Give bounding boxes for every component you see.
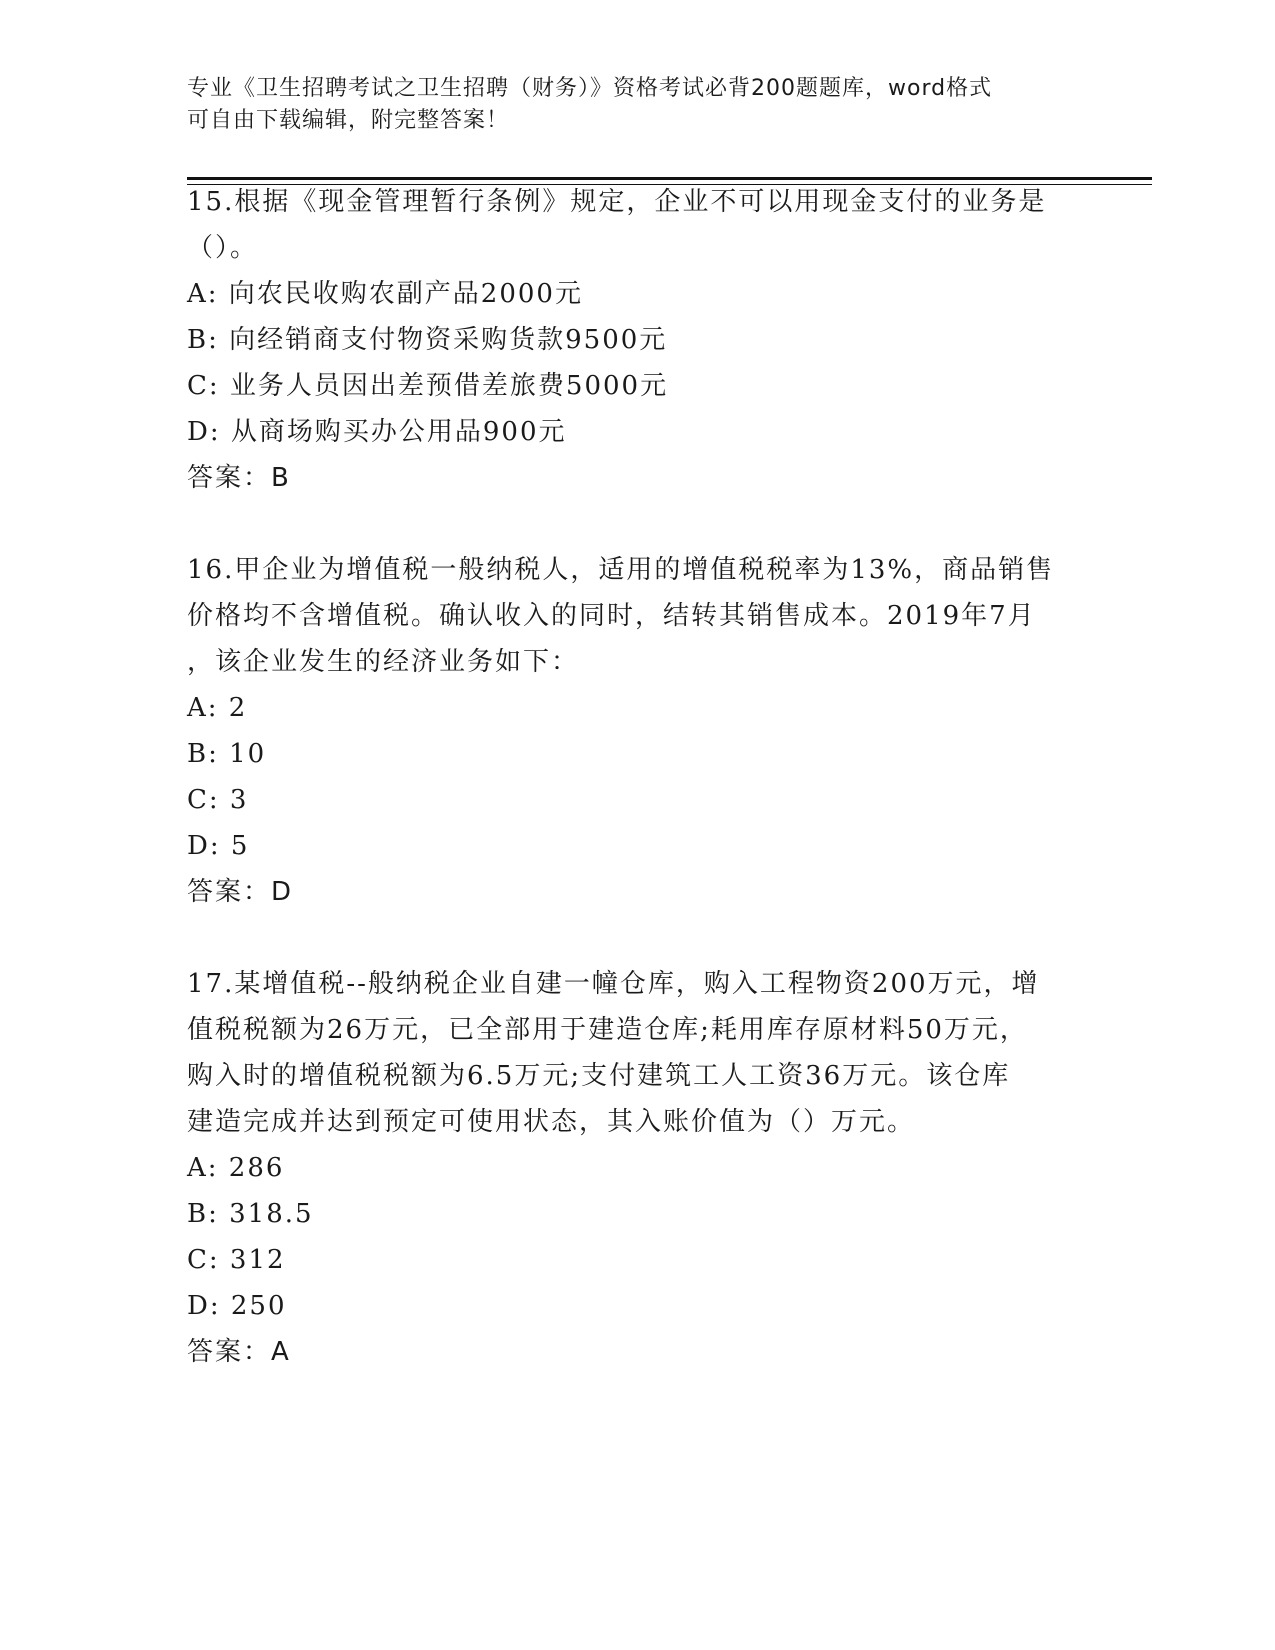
option-c: C: 业务人员因出差预借差旅费5000元 (187, 371, 669, 401)
header-line-2: 可自由下载编辑，附完整答案！ (187, 108, 510, 133)
question-text-line: （）。 (187, 233, 259, 263)
question-text-line: ，该企业发生的经济业务如下： (187, 647, 580, 677)
question-text-line: 15.根据《现金管理暂行条例》规定，企业不可以用现金支付的业务是 (187, 187, 1047, 217)
question-17 (187, 961, 1077, 1375)
option-b: B: 10 (187, 739, 267, 769)
option-b: B: 318.5 (187, 1199, 314, 1229)
question-text-line: 建造完成并达到预定可使用状态，其入账价值为（）万元。 (187, 1107, 916, 1137)
option-a: A: 向农民收购农副产品2000元 (187, 279, 583, 309)
question-16 (187, 547, 1077, 915)
option-c: C: 312 (187, 1245, 286, 1275)
option-d: D: 5 (187, 831, 250, 861)
option-c: C: 3 (187, 785, 249, 815)
answer-text: 答案：D (187, 877, 294, 907)
option-d: D: 250 (187, 1291, 287, 1321)
option-a: A: 2 (187, 693, 248, 723)
question-text-line: 16.甲企业为增值税一般纳税人，适用的增值税税率为13%，商品销售 (187, 555, 1055, 585)
document-header (187, 73, 1067, 137)
question-text-line: 值税税额为26万元，已全部用于建造仓库;耗用库存原材料50万元， (187, 1015, 1028, 1045)
question-text-line: 价格均不含增值税。确认收入的同时，结转其销售成本。2019年7月 (187, 601, 1036, 631)
header-line-1: 专业《卫生招聘考试之卫生招聘（财务）》资格考试必背200题题库，word格式 (187, 76, 993, 101)
answer-text: 答案：B (187, 463, 291, 493)
option-a: A: 286 (187, 1153, 285, 1183)
option-b: B: 向经销商支付物资采购货款9500元 (187, 325, 668, 355)
option-d: D: 从商场购买办公用品900元 (187, 417, 567, 447)
answer-text: 答案：A (187, 1337, 291, 1367)
question-text-line: 购入时的增值税税额为6.5万元;支付建筑工人工资36万元。该仓库 (187, 1061, 1011, 1091)
question-15 (187, 179, 1077, 501)
question-text-line: 17.某增值税--般纳税企业自建一幢仓库，购入工程物资200万元，增 (187, 969, 1040, 999)
